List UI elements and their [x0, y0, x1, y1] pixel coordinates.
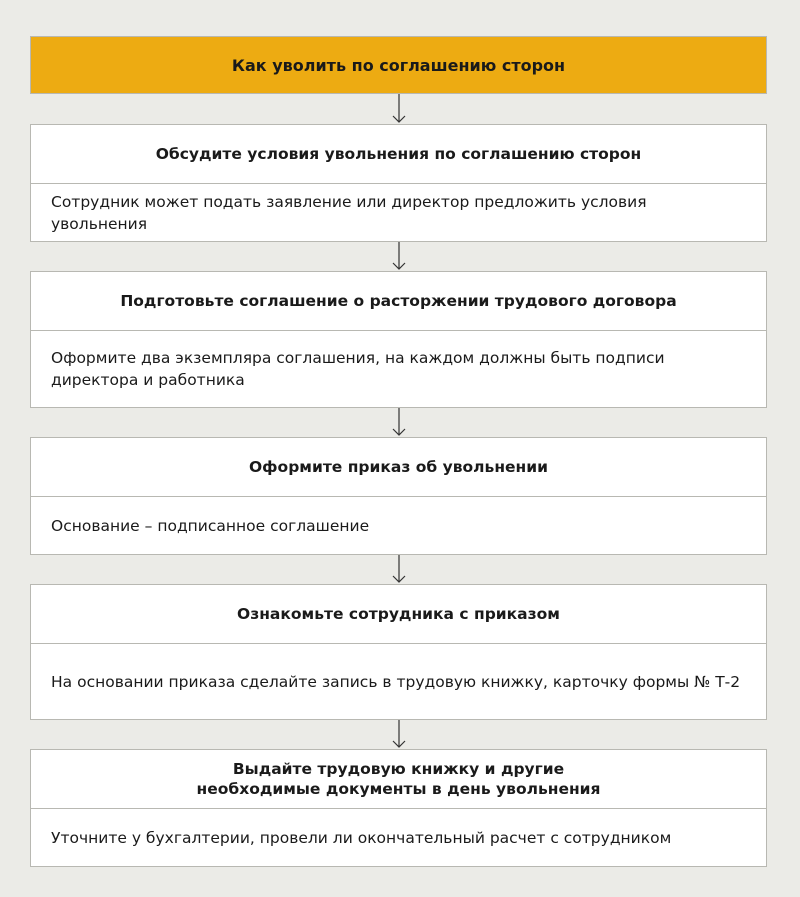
- step-text-5: Уточните у бухгалтерии, провели ли окончательный расчет с сотрудником: [51, 828, 672, 847]
- step-heading-1: Обсудите условия увольнения по соглашению сторон: [31, 125, 766, 184]
- down-arrow-icon: [391, 242, 407, 271]
- step-text-2: Оформите два экземпляра соглашения, на каждом должны быть подписи директора и работника: [51, 349, 665, 389]
- step-text-3: Основание – подписанное соглашение: [51, 516, 370, 535]
- down-arrow-icon: [391, 408, 407, 437]
- step-box-4: [30, 584, 767, 720]
- step-text-4-container: [31, 644, 766, 719]
- flowchart-title-box: [30, 36, 767, 94]
- step-heading-2: Подготовьте соглашение о расторжении трудового договора: [31, 272, 766, 331]
- step-box-3: [30, 437, 767, 555]
- step-heading-3: Оформите приказ об увольнении: [31, 438, 766, 497]
- down-arrow-icon: [391, 555, 407, 584]
- step-text-1: Сотрудник может подать заявление или директор предложить условия увольнения: [51, 192, 647, 233]
- step-heading-4: Ознакомьте сотрудника с приказом: [31, 585, 766, 644]
- step-text-5-container: [31, 809, 766, 866]
- step-heading-5: Выдайте трудовую книжку и другие необходимые документы в день увольнения: [31, 750, 766, 809]
- step-box-1: [30, 124, 767, 242]
- step-text-2-container: [31, 331, 766, 407]
- down-arrow-icon: [391, 94, 407, 124]
- flowchart-title: Как уволить по соглашению сторон: [231, 55, 566, 75]
- step-box-5: [30, 749, 767, 867]
- step-box-2: [30, 271, 767, 408]
- down-arrow-icon: [391, 720, 407, 749]
- step-text-3-container: [31, 497, 766, 554]
- step-text-1-container: [31, 184, 766, 241]
- step-text-4: На основании приказа сделайте запись в трудовую книжку, карточку формы № Т-2: [51, 672, 741, 691]
